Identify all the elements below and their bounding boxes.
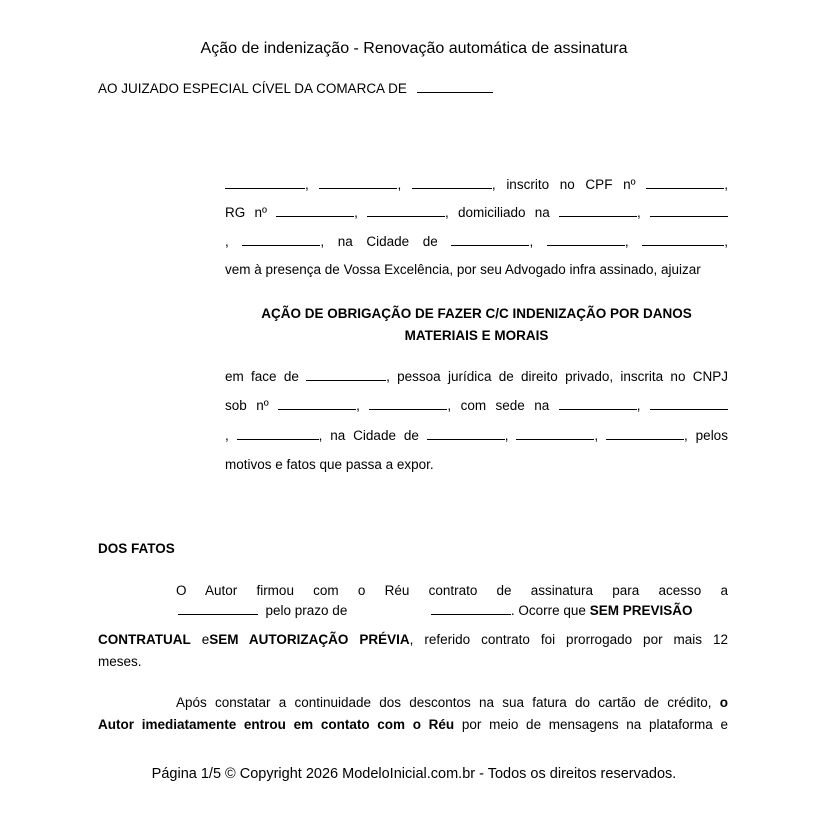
fact2-line-2 [98, 717, 728, 735]
fact1-line-1: O Autor firmou com o Réu contrato de assinatura para acesso a [176, 583, 728, 598]
defendant-line-3: , , na Cidade de , , , pelos [225, 428, 728, 443]
blank [642, 234, 724, 246]
contratual-text: CONTRATUAL [98, 632, 191, 647]
blank [319, 177, 397, 189]
fact2-rest-text: por meio de mensagens na plataforma e [461, 717, 728, 732]
blank [650, 205, 728, 217]
defendant-line-4: motivos e fatos que passa a expor. [225, 457, 434, 472]
e-text: e [201, 632, 210, 647]
qualification-line-3: , , na Cidade de , , , [225, 234, 728, 249]
blank [369, 398, 447, 410]
blank [242, 234, 320, 246]
blank [547, 234, 625, 246]
term-blank [431, 603, 511, 615]
blank [516, 428, 594, 440]
rg-text: RG nº [225, 205, 267, 220]
sob-text: sob nº [225, 398, 269, 413]
section-heading: DOS FATOS [98, 541, 175, 556]
cnpj-blank [278, 398, 356, 410]
qualification-line-2: RG nº , , domiciliado na , [225, 205, 728, 223]
court-heading [98, 81, 493, 96]
blank [367, 205, 445, 217]
sem-previsao-text: SEM PREVISÃO [589, 603, 693, 618]
pelo-prazo-text: pelo prazo de [265, 603, 348, 618]
page-footer: Página 1/5 © Copyright 2026 ModeloInicial.com.br - Todos os direitos reservados. [151, 766, 677, 782]
na-cidade-text: na Cidade de [337, 234, 438, 249]
fact2-line-1 [176, 695, 728, 713]
document-title: Ação de indenização - Renovação automática de assinatura [200, 40, 628, 57]
blank [606, 428, 684, 440]
blank [225, 177, 305, 189]
address-blank [559, 205, 637, 217]
comarca-blank [417, 81, 493, 93]
na-cidade-text: na Cidade de [330, 428, 419, 443]
rg-blank [276, 205, 354, 217]
fact2-o-text: o [719, 695, 728, 710]
fact1-line-3: CONTRATUAL eSEM AUTORIZAÇÃO PRÉVIA, referido contrato foi prorrogado por mais 12 [98, 632, 729, 647]
ocorre-text: Ocorre que [518, 603, 586, 618]
city-blank [427, 428, 505, 440]
pessoa-juridica-text: pessoa jurídica de direito privado, inscrita no CNPJ [397, 369, 728, 384]
em-face-text: em face de [225, 369, 299, 384]
blank [412, 177, 492, 189]
fact1-line-2: pelo prazo de . Ocorre que SEM PREVISÃO [178, 603, 728, 621]
city-blank [451, 234, 529, 246]
blank [650, 398, 728, 410]
defendant-blank [306, 369, 386, 381]
com-sede-text: com sede na [460, 398, 550, 413]
address-blank [559, 398, 637, 410]
referido-text: referido contrato foi prorrogado por mais 12 [424, 632, 729, 647]
cpf-blank [646, 177, 724, 189]
inscrito-cpf-text: inscrito no CPF nº [506, 177, 636, 192]
action-title [225, 303, 728, 347]
defendant-line-2: sob nº , , com sede na , [225, 398, 728, 416]
fact2-text: Após constatar a continuidade dos descontos na sua fatura do cartão de crédito, [176, 695, 712, 710]
action-title-line-1: AÇÃO DE OBRIGAÇÃO DE FAZER C/C INDENIZAÇÃO POR DANOS [261, 306, 692, 321]
fact1-line-4: meses. [98, 654, 142, 669]
sem-autorizacao-text: SEM AUTORIZAÇÃO PRÉVIA [209, 632, 410, 647]
qualification-line-1: , , , inscrito no CPF nº , [225, 177, 728, 195]
fact2-bold-text: Autor imediatamente entrou em contato com o Réu [98, 717, 455, 732]
action-title-line-2: MATERIAIS E MORAIS [404, 328, 549, 343]
service-blank [178, 603, 258, 615]
blank [237, 428, 319, 440]
pelos-text: pelos [695, 428, 728, 443]
qualification-line-4: vem à presença de Vossa Excelência, por seu Advogado infra assinado, ajuizar [225, 262, 701, 277]
defendant-line-1: em face de , pessoa jurídica de direito privado, inscrita no CNPJ [225, 369, 728, 384]
domiciliado-text: domiciliado na [458, 205, 550, 220]
court-heading-text: AO JUIZADO ESPECIAL CÍVEL DA COMARCA DE [98, 81, 407, 96]
